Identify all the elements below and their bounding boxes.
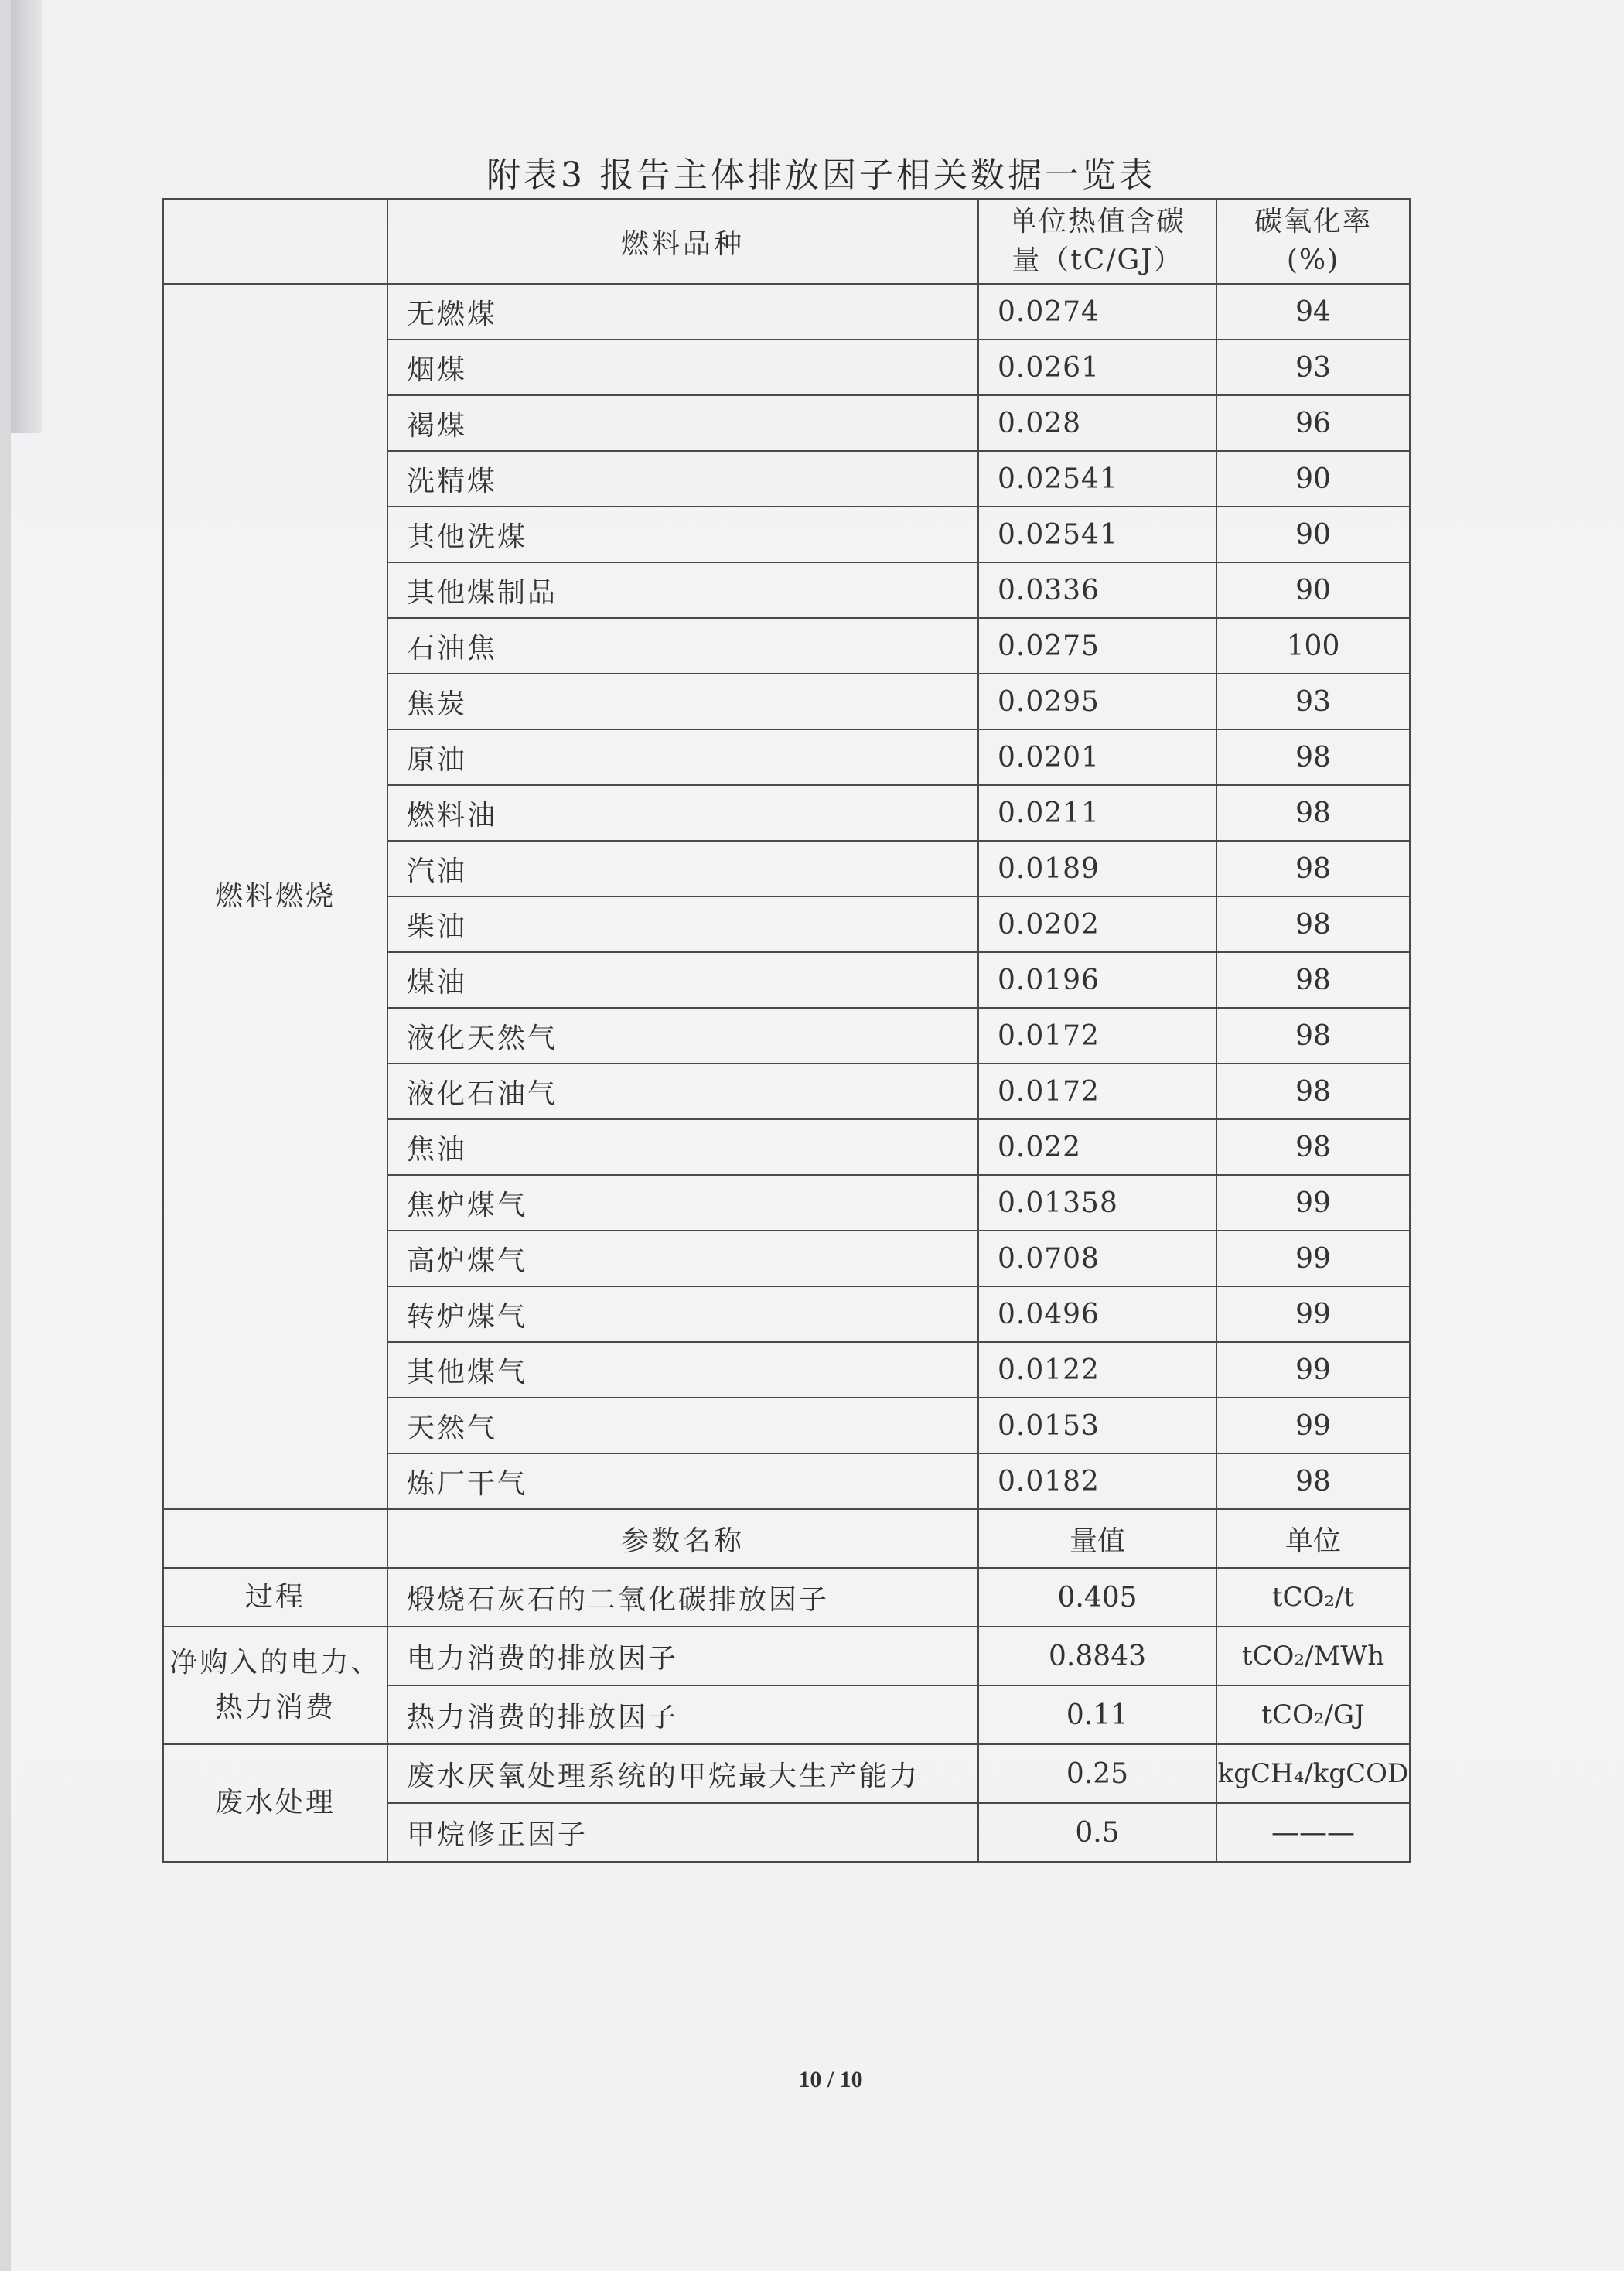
header-oxidation-line1: 碳氧化率: [1254, 206, 1372, 237]
param-name: 甲烷修正因子: [387, 1803, 978, 1862]
fuel-oxidation-rate: 98: [1216, 785, 1410, 841]
fuel-carbon-content: 0.0274: [978, 284, 1216, 340]
param-name: 废水厌氧处理系统的甲烷最大生产能力: [387, 1744, 978, 1803]
fuel-name: 洗精煤: [387, 451, 978, 507]
fuel-name: 炼厂干气: [387, 1453, 978, 1509]
fuel-oxidation-rate: 98: [1216, 1008, 1410, 1064]
fuel-oxidation-rate: 90: [1216, 507, 1410, 562]
methane-capacity-row: [163, 1744, 1410, 1803]
category-wastewater: 废水处理: [163, 1744, 387, 1862]
process-row: [163, 1568, 1410, 1627]
fuel-name: 烟煤: [387, 340, 978, 395]
page-edge-shadow: [11, 0, 42, 433]
param-name: 电力消费的排放因子: [387, 1627, 978, 1685]
fuel-name: 其他洗煤: [387, 507, 978, 562]
fuel-name: 转炉煤气: [387, 1286, 978, 1342]
fuel-carbon-content: 0.01358: [978, 1175, 1216, 1231]
param-value: 0.25: [978, 1744, 1216, 1803]
fuel-carbon-content: 0.0172: [978, 1008, 1216, 1064]
fuel-oxidation-rate: 94: [1216, 284, 1410, 340]
fuel-name: 其他煤气: [387, 1342, 978, 1398]
page-number: 10 / 10: [798, 2067, 863, 2092]
fuel-name: 原油: [387, 729, 978, 785]
fuel-carbon-content: 0.022: [978, 1119, 1216, 1175]
fuel-carbon-content: 0.0172: [978, 1064, 1216, 1119]
param-name: 热力消费的排放因子: [387, 1685, 978, 1744]
fuel-oxidation-rate: 99: [1216, 1231, 1410, 1286]
fuel-header-row: [163, 199, 1410, 284]
fuel-name: 无燃煤: [387, 284, 978, 340]
fuel-oxidation-rate: 90: [1216, 451, 1410, 507]
header-param-value: 量值: [978, 1509, 1216, 1568]
category-purchased-energy: 净购入的电力、热力消费: [163, 1627, 387, 1744]
fuel-carbon-content: 0.0196: [978, 952, 1216, 1008]
header-fuel-type: 燃料品种: [387, 199, 978, 284]
fuel-oxidation-rate: 98: [1216, 896, 1410, 952]
category-fuel-combustion: 燃料燃烧: [163, 284, 387, 1509]
fuel-oxidation-rate: 98: [1216, 841, 1410, 896]
fuel-name: 燃料油: [387, 785, 978, 841]
fuel-oxidation-rate: 93: [1216, 340, 1410, 395]
fuel-carbon-content: 0.0708: [978, 1231, 1216, 1286]
param-value: 0.5: [978, 1803, 1216, 1862]
param-value: 0.8843: [978, 1627, 1216, 1685]
fuel-oxidation-rate: 98: [1216, 1119, 1410, 1175]
fuel-oxidation-rate: 98: [1216, 952, 1410, 1008]
fuel-oxidation-rate: 96: [1216, 395, 1410, 451]
fuel-carbon-content: 0.0182: [978, 1453, 1216, 1509]
header-param-name: 参数名称: [387, 1509, 978, 1568]
electricity-row: [163, 1627, 1410, 1685]
fuel-name: 焦炭: [387, 674, 978, 729]
fuel-name: 高炉煤气: [387, 1231, 978, 1286]
table-title: 附表3 报告主体排放因子相关数据一览表: [486, 155, 1156, 195]
fuel-carbon-content: 0.02541: [978, 507, 1216, 562]
header-oxidation-line2: (%): [1286, 244, 1340, 276]
fuel-oxidation-rate: 99: [1216, 1342, 1410, 1398]
fuel-name: 汽油: [387, 841, 978, 896]
fuel-carbon-content: 0.0202: [978, 896, 1216, 952]
header-carbon-content-line1: 单位热值含碳: [1008, 206, 1186, 237]
fuel-oxidation-rate: 90: [1216, 562, 1410, 618]
fuel-name: 天然气: [387, 1398, 978, 1453]
fuel-oxidation-rate: 93: [1216, 674, 1410, 729]
fuel-carbon-content: 0.0261: [978, 340, 1216, 395]
param-header-row: [163, 1509, 1410, 1568]
header-carbon-content: [978, 199, 1216, 284]
fuel-name: 煤油: [387, 952, 978, 1008]
fuel-name: 石油焦: [387, 618, 978, 674]
empty-header-cell: [163, 199, 387, 284]
fuel-oxidation-rate: 99: [1216, 1175, 1410, 1231]
empty-param-header-cell: [163, 1509, 387, 1568]
fuel-oxidation-rate: 100: [1216, 618, 1410, 674]
param-unit: ———: [1216, 1803, 1410, 1862]
emission-factor-table: [162, 198, 1411, 1863]
fuel-row: [163, 284, 1410, 340]
fuel-oxidation-rate: 98: [1216, 1453, 1410, 1509]
fuel-carbon-content: 0.0211: [978, 785, 1216, 841]
param-unit: tCO₂/MWh: [1216, 1627, 1410, 1685]
param-unit: tCO₂/GJ: [1216, 1685, 1410, 1744]
category-process: 过程: [163, 1568, 387, 1627]
fuel-carbon-content: 0.0122: [978, 1342, 1216, 1398]
fuel-oxidation-rate: 98: [1216, 729, 1410, 785]
fuel-name: 其他煤制品: [387, 562, 978, 618]
param-value: 0.405: [978, 1568, 1216, 1627]
fuel-oxidation-rate: 99: [1216, 1286, 1410, 1342]
param-value: 0.11: [978, 1685, 1216, 1744]
param-name: 煅烧石灰石的二氧化碳排放因子: [387, 1568, 978, 1627]
header-carbon-content-line2: 量（tC/GJ）: [1012, 244, 1183, 276]
fuel-name: 柴油: [387, 896, 978, 952]
fuel-carbon-content: 0.0336: [978, 562, 1216, 618]
fuel-name: 焦油: [387, 1119, 978, 1175]
fuel-carbon-content: 0.028: [978, 395, 1216, 451]
fuel-carbon-content: 0.0153: [978, 1398, 1216, 1453]
param-unit: tCO₂/t: [1216, 1568, 1410, 1627]
fuel-carbon-content: 0.0275: [978, 618, 1216, 674]
fuel-name: 褐煤: [387, 395, 978, 451]
fuel-oxidation-rate: 99: [1216, 1398, 1410, 1453]
header-oxidation-rate: [1216, 199, 1410, 284]
fuel-carbon-content: 0.0189: [978, 841, 1216, 896]
header-param-unit: 单位: [1216, 1509, 1410, 1568]
fuel-oxidation-rate: 98: [1216, 1064, 1410, 1119]
document-page: [11, 0, 1624, 2271]
fuel-carbon-content: 0.0295: [978, 674, 1216, 729]
fuel-carbon-content: 0.02541: [978, 451, 1216, 507]
param-unit: kgCH₄/kgCOD: [1216, 1744, 1410, 1803]
fuel-name: 液化石油气: [387, 1064, 978, 1119]
fuel-carbon-content: 0.0496: [978, 1286, 1216, 1342]
fuel-carbon-content: 0.0201: [978, 729, 1216, 785]
fuel-name: 焦炉煤气: [387, 1175, 978, 1231]
fuel-name: 液化天然气: [387, 1008, 978, 1064]
